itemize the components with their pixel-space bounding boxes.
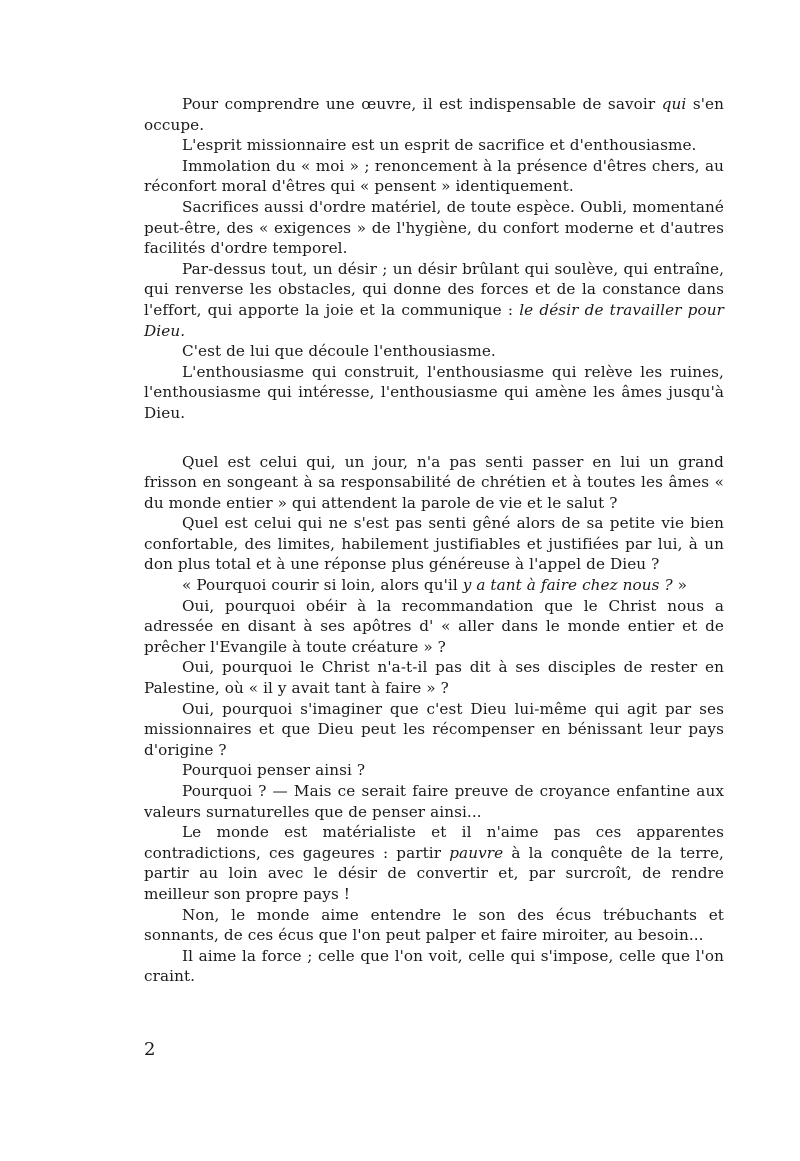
paragraph: Oui, pourquoi s'imaginer que c'est Dieu lui-même qui agit par ses missionnaires et que Dieu peut les récompenser en bénissant leur pays d'origine ? (144, 699, 724, 759)
paragraph: Quel est celui qui, un jour, n'a pas senti passer en lui un grand frisson en songeant à sa responsabilité de chrétien et à toutes les âmes « du monde entier » qui attendent la parole de vie et le salut ? (144, 452, 724, 512)
paragraph-text: à la conquête de la terre, partir au loin avec le désir de convertir et, par surcroît, de rendre meilleur son propre pays ! (144, 843, 724, 903)
paragraph: Oui, pourquoi le Christ n'a-t-il pas dit à ses disciples de rester en Palestine, où « il y avait tant à faire » ? (144, 658, 724, 698)
paragraph: Quel est celui qui ne s'est pas senti gêné alors de sa petite vie bien confortable, des limites, habilement justifiables et justifiées par lui, à un don plus total et à une réponse plus généreuse à l'appel de Dieu ? (144, 514, 724, 574)
paragraph: Il aime la force ; celle que l'on voit, celle qui s'impose, celle que l'on craint. (144, 946, 724, 986)
emphasis-text: qui (661, 95, 687, 113)
paragraph-text: Le monde est matérialiste et il n'aime pas ces apparentes contradictions, ces gageures : partir (144, 823, 724, 862)
paragraph-text: Par-dessus tout, un désir ; un désir brûlant qui soulève, qui entraîne, qui renverse les obstacles, qui donne des forces et de la constance dans l'effort, qui apporte la joie et la communique : (144, 259, 724, 319)
page-body (144, 94, 724, 987)
paragraph-text: » (672, 576, 688, 595)
paragraph: L'esprit missionnaire est un esprit de sacrifice et d'enthousiasme. (182, 136, 697, 155)
paragraph: Pourquoi penser ainsi ? (182, 761, 366, 780)
section-mission-spirit (144, 94, 724, 424)
paragraph (144, 822, 724, 904)
page-number: 2 (144, 1039, 156, 1060)
emphasis-text: le désir de travailler pour Dieu. (144, 300, 724, 340)
paragraph-text: « Pourquoi courir si loin, alors qu'il (182, 576, 463, 595)
paragraph-text: Pour comprendre une œuvre, il est indispensable de savoir (182, 95, 662, 113)
paragraph: Pourquoi ? — Mais ce serait faire preuve de croyance enfantine aux valeurs surnaturelles que de penser ainsi... (144, 782, 724, 821)
paragraph: Non, le monde aime entendre le son des écus trébuchants et sonnants, de ces écus que l'on peut palper et faire miroiter, au besoin... (144, 905, 724, 945)
paragraph (144, 94, 724, 135)
paragraph: Sacrifices aussi d'ordre matériel, de toute espèce. Oubli, momentané peut-être, des « exigences » de l'hygiène, du confort moderne et d'autres facilités d'ordre temporel. (144, 197, 724, 258)
section-why-go-far (144, 452, 724, 987)
paragraph-text: s'en occupe. (144, 95, 724, 134)
paragraph: Immolation du « moi » ; renoncement à la présence d'êtres chers, au réconfort moral d'êtres qui « pensent » identiquement. (144, 156, 724, 196)
paragraph: L'enthousiasme qui construit, l'enthousiasme qui relève les ruines, l'enthousiasme qui intéresse, l'enthousiasme qui amène les âmes jusqu'à Dieu. (144, 362, 724, 422)
paragraph: C'est de lui que découle l'enthousiasme. (182, 342, 496, 361)
emphasis-text: pauvre (449, 843, 504, 862)
emphasis-text: y a tant à faire chez nous ? (462, 576, 673, 595)
paragraph: Oui, pourquoi obéir à la recommandation que le Christ nous a adressée en disant à ses apôtres d' « aller dans le monde entier et de prêcher l'Evangile à toute créature » ? (144, 596, 724, 656)
paragraph (144, 575, 724, 596)
paragraph (144, 259, 724, 341)
